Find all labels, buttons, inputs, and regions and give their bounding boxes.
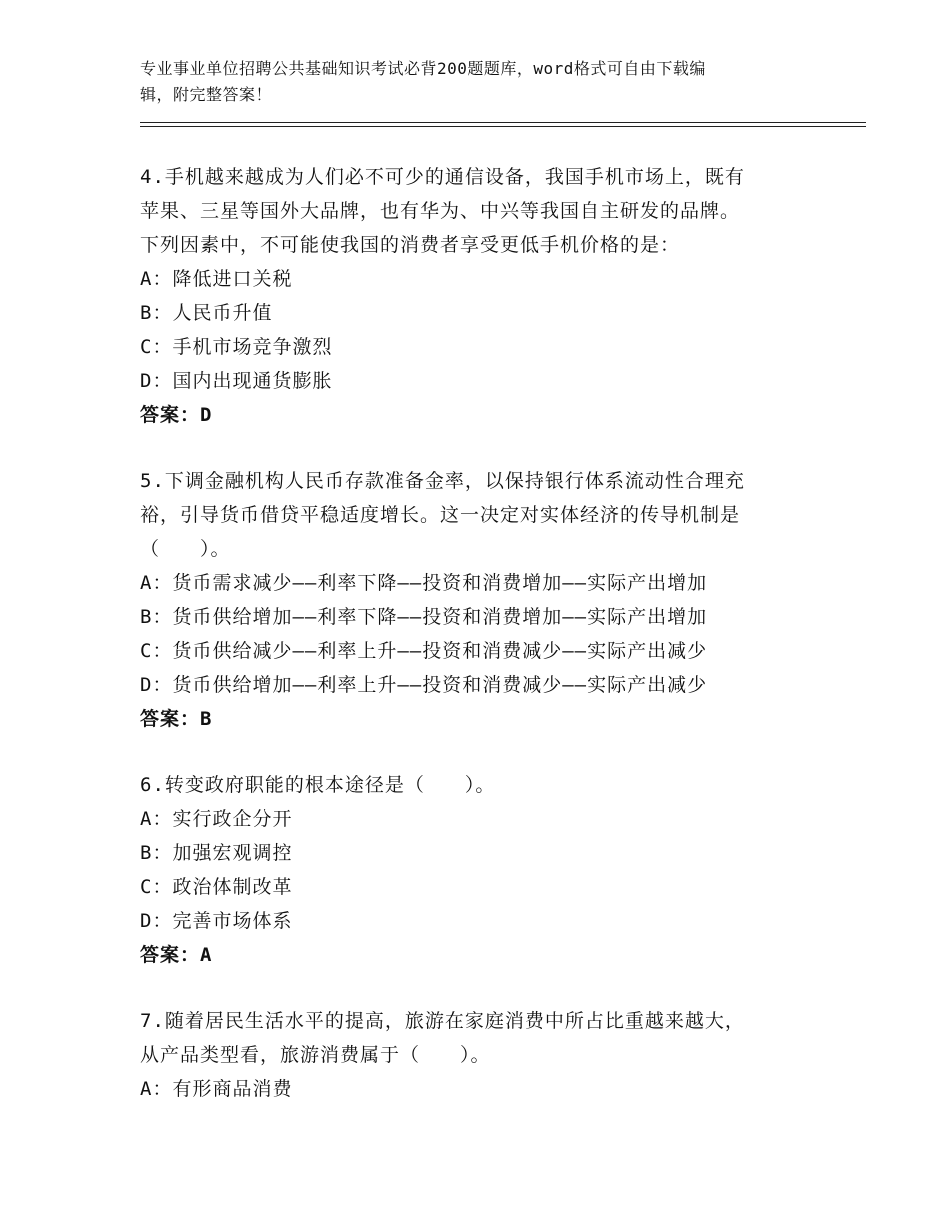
option-c: C：手机市场竞争激烈 — [140, 336, 333, 358]
header-divider-bottom — [140, 126, 866, 127]
question-4 — [140, 160, 820, 432]
answer-label: 答案：B — [140, 708, 213, 730]
option-b: B：货币供给增加——利率下降——投资和消费增加——实际产出增加 — [140, 606, 708, 628]
option-a: A：有形商品消费 — [140, 1078, 293, 1100]
option-b: B：人民币升值 — [140, 302, 273, 324]
header-line-1: 专业事业单位招聘公共基础知识考试必背200题题库，word格式可自由下载编 — [140, 59, 706, 78]
question-5 — [140, 464, 820, 736]
header-divider-top — [140, 122, 866, 123]
answer-label: 答案：A — [140, 944, 213, 966]
question-list — [140, 160, 820, 1138]
question-stem-line: 6.转变政府职能的根本途径是（ ）。 — [140, 774, 496, 796]
option-a: A：实行政企分开 — [140, 808, 293, 830]
question-6 — [140, 768, 820, 972]
question-stem-line: 4.手机越来越成为人们必不可少的通信设备，我国手机市场上，既有 — [140, 166, 745, 188]
question-stem-line: 5.下调金融机构人民币存款准备金率，以保持银行体系流动性合理充 — [140, 470, 745, 492]
option-b: B：加强宏观调控 — [140, 842, 293, 864]
header-line-2: 辑，附完整答案！ — [140, 85, 273, 104]
question-stem-line: 苹果、三星等国外大品牌，也有华为、中兴等我国自主研发的品牌。 — [140, 200, 741, 222]
option-d: D：货币供给增加——利率上升——投资和消费减少——实际产出减少 — [140, 674, 708, 696]
question-stem-line: 从产品类型看，旅游消费属于（ ）。 — [140, 1044, 491, 1066]
option-d: D：国内出现通货膨胀 — [140, 370, 333, 392]
answer-label: 答案：D — [140, 404, 213, 426]
question-stem-line: 裕，引导货币借贷平稳适度增长。这一决定对实体经济的传导机制是 — [140, 504, 741, 526]
option-a: A：货币需求减少——利率下降——投资和消费增加——实际产出增加 — [140, 572, 708, 594]
option-c: C：政治体制改革 — [140, 876, 293, 898]
document-header — [140, 56, 820, 108]
option-c: C：货币供给减少——利率上升——投资和消费减少——实际产出减少 — [140, 640, 708, 662]
question-stem-line: （ ）。 — [140, 538, 231, 560]
question-7 — [140, 1004, 820, 1106]
question-stem-line: 7.随着居民生活水平的提高，旅游在家庭消费中所占比重越来越大， — [140, 1010, 745, 1032]
option-a: A：降低进口关税 — [140, 268, 293, 290]
question-stem-line: 下列因素中，不可能使我国的消费者享受更低手机价格的是： — [140, 234, 681, 256]
option-d: D：完善市场体系 — [140, 910, 293, 932]
